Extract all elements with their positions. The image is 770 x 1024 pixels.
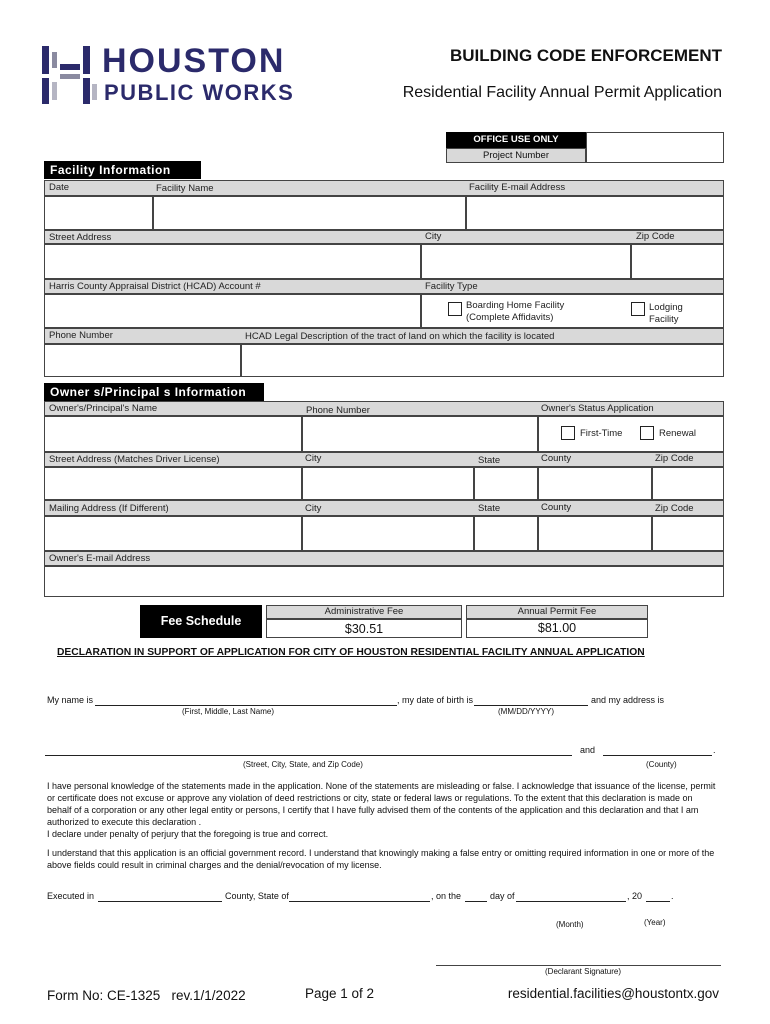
admin-fee-value	[266, 619, 462, 638]
owner-city-label: City	[305, 453, 322, 464]
office-use-only-header: OFFICE USE ONLY	[446, 132, 586, 148]
mailing-county-field[interactable]	[538, 516, 652, 551]
executed-text: Executed in	[47, 891, 95, 901]
signature-hint: (Declarant Signature)	[545, 967, 622, 976]
houston-h-logo-icon	[42, 44, 98, 106]
hcad-legal-field[interactable]	[241, 344, 724, 377]
owner-street-field[interactable]	[44, 467, 302, 500]
facility-email-label: Facility E-mail Address	[469, 182, 566, 193]
street-blank-line[interactable]	[45, 755, 572, 756]
mailing-state-label: State	[478, 503, 501, 514]
signature-line[interactable]	[436, 965, 721, 966]
zip-code-label: Zip Code	[636, 231, 675, 242]
owner-phone-field[interactable]	[302, 416, 538, 452]
mailing-city-label: City	[305, 503, 322, 514]
declaration-paragraph-1	[47, 780, 719, 840]
annual-fee-value	[466, 619, 648, 638]
phone-number-field[interactable]	[44, 344, 241, 377]
facility-name-field[interactable]	[153, 196, 466, 230]
declaration-title: DECLARATION IN SUPPORT OF APPLICATION FOR CITY OF HOUSTON RESIDENTIAL FACILITY ANNUAL APPLICATION	[57, 647, 645, 658]
day-of-text: day of	[490, 891, 515, 901]
page-title: BUILDING CODE ENFORCEMENT	[450, 46, 722, 65]
mailing-address-label: Mailing Address (If Different)	[49, 503, 169, 514]
declaration-para1b-text: I declare under penalty of perjury that the foregoing is true and correct.	[47, 829, 329, 839]
owner-zip-label: Zip Code	[655, 453, 694, 464]
facility-section-header: Facility Information	[44, 161, 201, 179]
owner-county-label: County	[541, 453, 572, 464]
county-state-text: County, State of	[225, 891, 289, 901]
executed-county-line[interactable]	[98, 901, 222, 902]
renewal-checkbox[interactable]	[640, 426, 654, 440]
owner-city-field[interactable]	[302, 467, 474, 500]
owner-email-field[interactable]	[44, 566, 724, 597]
lodging-line2: Facility	[649, 314, 679, 325]
declaration-para1-text: I have personal knowledge of the statements made in the application. None of the statements are misleading or false. I acknowledge that issuance of the license, permit or certificate does not excuse or approve any violation of deed restrictions or city, state or federal laws or regulations. To the extent that this declaration is made on behalf of a corporation or any other legal entity or persons, I certify that I have fully advised them of the contents of the application and this declaration and that I am authorized to execute this declaration .	[47, 781, 716, 827]
project-number-text: Project Number	[483, 150, 549, 161]
zip-code-field[interactable]	[631, 244, 724, 279]
street-address-field[interactable]	[44, 244, 421, 279]
project-number-field[interactable]	[586, 132, 724, 163]
houston-public-works-logo	[42, 44, 322, 108]
boarding-home-label	[466, 300, 564, 324]
year-hint: (Year)	[644, 918, 666, 927]
city-label: City	[425, 231, 442, 242]
first-time-checkbox[interactable]	[561, 426, 575, 440]
mailing-county-label: County	[541, 502, 572, 513]
facility-row2-header	[44, 230, 724, 244]
boarding-home-line2: (Complete Affidavits)	[466, 312, 554, 323]
hcad-account-field[interactable]	[44, 294, 421, 328]
owner-name-label: Owner's/Principal's Name	[49, 403, 158, 414]
city-field[interactable]	[421, 244, 631, 279]
page-number: Page 1 of 2	[305, 986, 375, 1001]
month-hint: (Month)	[556, 920, 584, 929]
year-prefix-text: , 20	[627, 891, 643, 901]
day-blank-line[interactable]	[465, 901, 487, 902]
annual-fee-label: Annual Permit Fee	[517, 606, 597, 617]
date-label: Date	[49, 182, 70, 193]
declaration-paragraph-2: I understand that this application is an official government record. I understand that knowingly making a false entry or omitting required information in one or more of the above fields could result in criminal charges and the denial/revocation of my license.	[47, 848, 715, 870]
owner-name-field[interactable]	[44, 416, 302, 452]
name-blank-line[interactable]	[95, 705, 397, 706]
mailing-zip-field[interactable]	[652, 516, 724, 551]
phone-number-label: Phone Number	[49, 330, 113, 341]
county-hint: (County)	[646, 760, 677, 769]
month-blank-line[interactable]	[516, 901, 626, 902]
name-hint: (First, Middle, Last Name)	[182, 707, 275, 716]
owner-section-header: Owner s/Principal s Information	[44, 383, 264, 401]
owner-status-label: Owner's Status Application	[541, 403, 654, 414]
fee-schedule-label: Fee Schedule	[140, 605, 262, 638]
facility-type-label: Facility Type	[425, 281, 478, 292]
renewal-label: Renewal	[659, 428, 696, 439]
state-blank-line[interactable]	[289, 901, 430, 902]
owner-phone-label: Phone Number	[306, 405, 370, 416]
boarding-home-checkbox[interactable]	[448, 302, 462, 316]
lodging-line1: Lodging	[649, 302, 683, 313]
facility-email-field[interactable]	[466, 196, 724, 230]
on-the-text: , on the	[431, 891, 462, 901]
mailing-zip-label: Zip Code	[655, 503, 694, 514]
hcad-account-label: Harris County Appraisal District (HCAD) Account #	[49, 281, 261, 292]
logo-public-works-text: PUBLIC WORKS	[104, 80, 295, 105]
year-blank-line[interactable]	[646, 901, 670, 902]
owner-street-label: Street Address (Matches Driver License)	[49, 454, 220, 465]
birth-blank-line[interactable]	[474, 705, 588, 706]
hcad-legal-label: HCAD Legal Description of the tract of land on which the facility is located	[245, 331, 555, 342]
boarding-home-line1: Boarding Home Facility	[466, 300, 565, 311]
owner-zip-field[interactable]	[652, 467, 724, 500]
county-period: .	[713, 745, 716, 755]
admin-fee-label: Administrative Fee	[324, 606, 404, 617]
facility-row1-header	[44, 180, 724, 196]
owner-county-field[interactable]	[538, 467, 652, 500]
street-address-label: Street Address	[49, 232, 112, 243]
facility-name-label: Facility Name	[156, 183, 214, 194]
date-hint: (MM/DD/YYYY)	[498, 707, 554, 716]
birth-text: , my date of birth is	[397, 695, 474, 705]
owner-email-label: Owner's E-mail Address	[49, 553, 151, 564]
annual-fee-amount: $81.00	[537, 621, 577, 635]
form-number: Form No: CE-1325 rev.1/1/2022	[47, 988, 246, 1003]
mailing-street-field[interactable]	[44, 516, 302, 551]
lodging-facility-checkbox[interactable]	[631, 302, 645, 316]
owner-state-label: State	[478, 455, 501, 466]
my-name-text: My name is	[47, 695, 94, 705]
mailing-state-field[interactable]	[474, 516, 538, 551]
year-period: .	[671, 891, 674, 901]
date-field[interactable]	[44, 196, 153, 230]
contact-email[interactable]: residential.facilities@houstontx.gov	[507, 986, 719, 1001]
project-number-label	[446, 148, 586, 163]
admin-fee-amount: $30.51	[344, 622, 384, 636]
page-subtitle: Residential Facility Annual Permit Application	[402, 84, 722, 101]
and-text: and	[580, 745, 596, 755]
first-time-label: First-Time	[580, 428, 623, 439]
lodging-facility-label	[649, 302, 683, 326]
owner-state-field[interactable]	[474, 467, 538, 500]
street-hint: (Street, City, State, and Zip Code)	[243, 760, 363, 769]
mailing-city-field[interactable]	[302, 516, 474, 551]
logo-houston-text: HOUSTON	[102, 42, 286, 80]
county-blank-line[interactable]	[603, 755, 712, 756]
address-text: and my address is	[591, 695, 665, 705]
